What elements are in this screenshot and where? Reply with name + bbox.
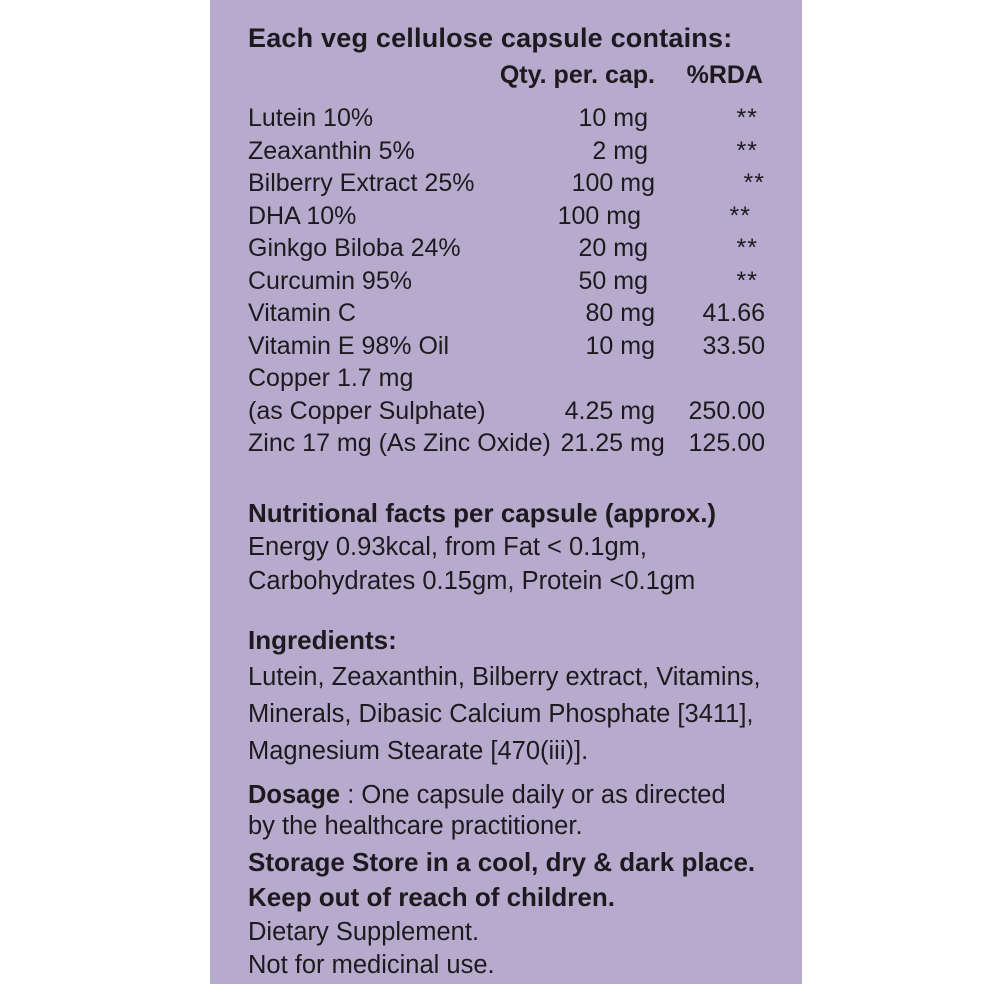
footnotes-section bbox=[248, 916, 765, 982]
ingredient-name: Bilberry Extract 25% bbox=[248, 169, 475, 197]
keep-out-of-reach-line: Keep out of reach of children. bbox=[248, 881, 615, 912]
ingredients-section bbox=[248, 622, 765, 770]
nutrition-facts-line: Energy 0.93kcal, from Fat < 0.1gm, bbox=[248, 532, 647, 561]
ingredient-qty: 4.25 mg bbox=[564, 396, 655, 425]
table-row bbox=[248, 200, 765, 233]
table-row bbox=[248, 167, 765, 200]
ingredient-name: Vitamin E 98% Oil bbox=[248, 331, 450, 360]
table-row bbox=[248, 265, 765, 298]
table-row bbox=[248, 330, 765, 363]
nutrition-facts-section bbox=[248, 496, 765, 598]
ingredient-rda: 33.50 bbox=[702, 331, 765, 360]
ingredient-name: Zinc 17 mg (As Zinc Oxide) bbox=[248, 429, 551, 457]
ingredients-heading: Ingredients: bbox=[248, 624, 397, 655]
ingredient-qty: 80 mg bbox=[585, 299, 655, 327]
ingredients-line: Magnesium Stearate [470(iii)]. bbox=[248, 736, 589, 765]
table-row bbox=[248, 362, 765, 395]
dosage-label: Dosage bbox=[248, 780, 341, 809]
table-row bbox=[248, 427, 765, 460]
column-header-qty: Qty. per. cap. bbox=[499, 61, 655, 89]
ingredient-name: Curcumin 95% bbox=[248, 266, 412, 295]
table-row bbox=[248, 297, 765, 330]
ingredient-rda: ** bbox=[743, 169, 765, 197]
storage-line: Storage Store in a cool, dry & dark place. bbox=[248, 846, 756, 877]
ingredient-qty: 10 mg bbox=[585, 331, 655, 360]
ingredient-qty: 21.25 mg bbox=[560, 429, 665, 457]
ingredient-name: Lutein 10% bbox=[248, 104, 374, 132]
ingredient-qty: 50 mg bbox=[578, 266, 648, 295]
ingredient-qty bbox=[530, 362, 655, 395]
ingredient-name: (as Copper Sulphate) bbox=[248, 396, 486, 425]
ingredient-rda: ** bbox=[736, 136, 758, 165]
ingredient-rda: ** bbox=[736, 266, 758, 295]
supplement-facts-panel bbox=[210, 0, 802, 984]
ingredient-rda: 41.66 bbox=[702, 299, 765, 327]
ingredients-line: Minerals, Dibasic Calcium Phosphate [3411], bbox=[248, 699, 754, 728]
panel-title: Each veg cellulose capsule contains: bbox=[248, 23, 733, 53]
dosage-text: : One capsule daily or as directed bbox=[340, 780, 726, 809]
ingredient-qty: 2 mg bbox=[592, 136, 648, 165]
ingredients-line: Lutein, Zeaxanthin, Bilberry extract, Vitamins, bbox=[248, 662, 761, 691]
ingredient-qty: 10 mg bbox=[578, 104, 648, 132]
dosage-line: by the healthcare practitioner. bbox=[248, 811, 583, 840]
ingredient-name: DHA 10% bbox=[248, 201, 357, 230]
nutrition-facts-heading: Nutritional facts per capsule (approx.) bbox=[248, 497, 717, 528]
ingredient-rda: 125.00 bbox=[688, 429, 765, 457]
ingredient-rda: ** bbox=[736, 104, 758, 132]
ingredient-name: Zeaxanthin 5% bbox=[248, 136, 415, 165]
ingredient-rda: ** bbox=[729, 201, 751, 230]
dosage-line bbox=[248, 780, 765, 811]
table-row bbox=[248, 395, 765, 428]
ingredient-qty: 100 mg bbox=[557, 201, 641, 230]
ingredient-rda: 250.00 bbox=[688, 396, 765, 425]
storage-section bbox=[248, 845, 765, 915]
table-row bbox=[248, 232, 765, 265]
nutrition-facts-line: Carbohydrates 0.15gm, Protein <0.1gm bbox=[248, 566, 696, 595]
table-column-headers bbox=[248, 60, 765, 90]
contents-table bbox=[248, 102, 765, 460]
ingredient-qty: 20 mg bbox=[578, 234, 648, 262]
not-for-medicinal-use-line: Not for medicinal use. bbox=[248, 950, 495, 979]
column-header-rda: %RDA bbox=[686, 61, 763, 89]
ingredient-name: Vitamin C bbox=[248, 299, 356, 327]
column-header-spacer bbox=[248, 60, 495, 90]
dosage-section bbox=[248, 780, 765, 842]
table-row bbox=[248, 135, 765, 168]
ingredient-qty: 100 mg bbox=[571, 169, 655, 197]
dietary-supplement-line: Dietary Supplement. bbox=[248, 917, 480, 946]
ingredient-name: Ginkgo Biloba 24% bbox=[248, 234, 461, 262]
ingredient-rda: ** bbox=[736, 234, 758, 262]
ingredient-rda bbox=[655, 362, 765, 395]
ingredient-name: Copper 1.7 mg bbox=[248, 364, 414, 392]
table-row bbox=[248, 102, 765, 135]
